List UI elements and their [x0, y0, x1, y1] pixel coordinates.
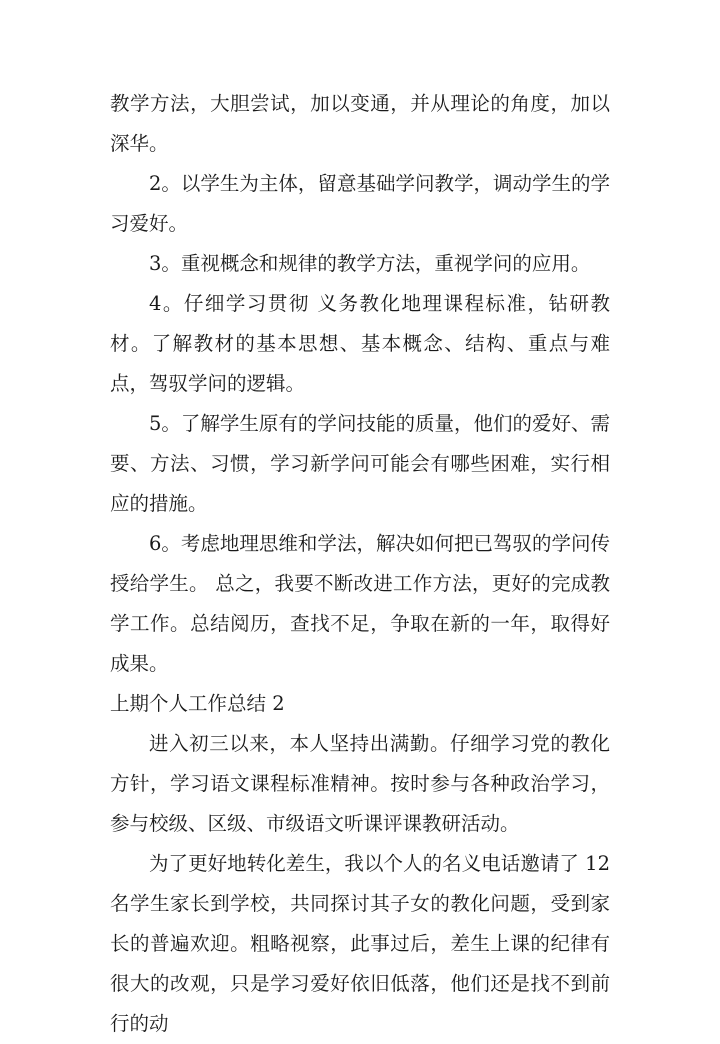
section-heading: 上期个人工作总结 2 [110, 692, 285, 715]
paragraph-item-3: 3。重视概念和规律的教学方法，重视学问的应用。 [149, 252, 591, 275]
paragraph-continuation: 教学方法，大胆尝试，加以变通，并从理论的角度，加以深华。 [110, 92, 610, 155]
paragraph-item-5: 5。了解学生原有的学问技能的质量，他们的爱好、需要、方法、习惯，学习新学问可能会有哪些困难，实行相应的措施。 [110, 412, 610, 515]
paragraph-item-4: 4。仔细学习贯彻 义务教化地理课程标准，钻研教材。了解教材的基本思想、基本概念、结构、重点与难点，驾驭学问的逻辑。 [110, 292, 610, 395]
paragraph-section-2: 为了更好地转化差生，我以个人的名义电话邀请了 12 名学生家长到学校，共同探讨其子女的教化问题，受到家长的普遍欢迎。粗略视察，此事过后，差生上课的纪律有很大的改观，只是学习爱好依旧低落，他们还是找不到前行的动 [110, 852, 610, 1035]
paragraph-item-2: 2。以学生为主体，留意基础学问教学，调动学生的学习爱好。 [110, 172, 610, 235]
paragraph-item-6: 6。考虑地理思维和学法，解决如何把已驾驭的学问传授给学生。 总之，我要不断改进工作方法，更好的完成教学工作。总结阅历，查找不足，争取在新的一年，取得好成果。 [110, 532, 610, 675]
document-body [110, 84, 610, 1044]
paragraph-section-1: 进入初三以来，本人坚持出满勤。仔细学习党的教化方针，学习语文课程标准精神。按时参与各种政治学习，参与校级、区级、市级语文听课评课教研活动。 [110, 732, 610, 835]
